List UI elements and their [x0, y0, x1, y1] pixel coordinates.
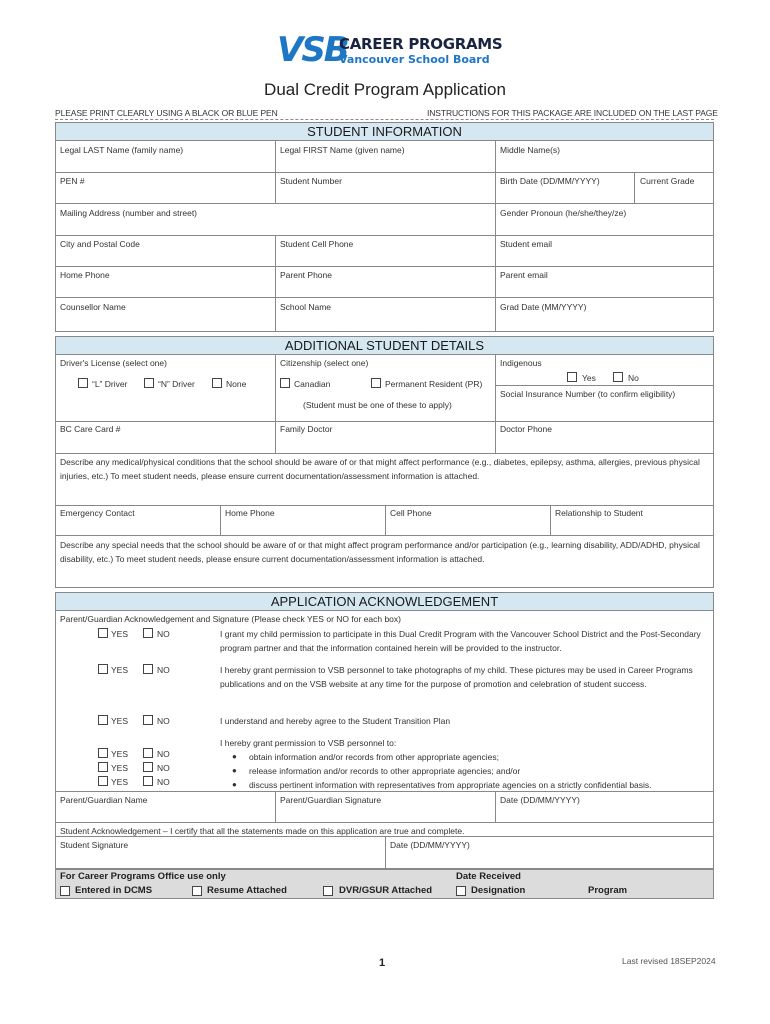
student-date-field[interactable]: Date (DD/MM/YYYY) — [390, 840, 470, 850]
relationship-field[interactable]: Relationship to Student — [555, 508, 643, 518]
student-info-heading: STUDENT INFORMATION — [55, 122, 714, 141]
family-doctor-field[interactable]: Family Doctor — [280, 424, 333, 434]
row-divider — [55, 297, 714, 298]
student-signature-field[interactable]: Student Signature — [60, 840, 129, 850]
middle-names-field[interactable]: Middle Name(s) — [500, 145, 560, 155]
col-divider — [495, 141, 496, 203]
col-divider — [275, 355, 276, 453]
bc-care-card-field[interactable]: BC Care Card # — [60, 424, 121, 434]
program-label: Program — [588, 885, 628, 896]
records-permission-intro: I hereby grant permission to VSB personnel to: — [220, 738, 397, 748]
logo-title: CAREER PROGRAMS — [339, 35, 503, 53]
item3-no-checkbox[interactable] — [143, 715, 153, 725]
item2-yes-checkbox[interactable] — [98, 664, 108, 674]
designation-checkbox[interactable] — [456, 886, 466, 896]
row-divider — [495, 385, 714, 386]
citizenship-label: Citizenship (select one) — [280, 358, 369, 368]
logo-mark: VSB — [277, 30, 348, 70]
indigenous-label: Indigenous — [500, 358, 542, 368]
l-driver-label: “L” Driver — [92, 379, 128, 389]
transition-plan-text: I understand and hereby agree to the Student Transition Plan — [220, 716, 451, 726]
col-divider — [275, 791, 276, 822]
row-divider — [55, 453, 714, 454]
yes-label: YES — [111, 716, 129, 726]
photo-permission-text: I hereby grant permission to VSB personnel to take photographs of my child. These pictures may be used in Career Programs publications and on the VSB website at any time for the purpose of promotion and celebration of student success. — [220, 665, 693, 689]
ec-cell-phone-field[interactable]: Cell Phone — [390, 508, 432, 518]
sin-field[interactable]: Social Insurance Number (to confirm eligibility) — [500, 389, 676, 399]
date-received-label: Date Received — [456, 871, 521, 882]
vsb-logo — [277, 30, 517, 74]
mailing-address-field[interactable]: Mailing Address (number and street) — [60, 208, 198, 218]
home-phone-field[interactable]: Home Phone — [60, 270, 110, 280]
permanent-resident-checkbox[interactable] — [371, 378, 381, 388]
acknowledgement-intro: Parent/Guardian Acknowledgement and Signature (Please check YES or NO for each box) — [60, 614, 401, 624]
additional-details-heading: ADDITIONAL STUDENT DETAILS — [55, 336, 714, 355]
acknowledgement-heading: APPLICATION ACKNOWLEDGEMENT — [55, 592, 714, 611]
bullet-icon: ● — [232, 766, 237, 775]
no-label: NO — [157, 749, 170, 759]
student-cell-field[interactable]: Student Cell Phone — [280, 239, 354, 249]
col-divider — [495, 235, 496, 332]
designation-label: Designation — [471, 885, 526, 896]
entered-dcms-label: Entered in DCMS — [75, 885, 153, 896]
item4a-yes-checkbox[interactable] — [98, 748, 108, 758]
pen-field[interactable]: PEN # — [60, 176, 85, 186]
permission-participation-text: I grant my child permission to participate in this Dual Credit Program with the Vancouver School District and the Post-Secondary program partner and that the information contained herein will be provided to the instructor. — [220, 629, 701, 653]
item3-yes-checkbox[interactable] — [98, 715, 108, 725]
indigenous-yes-checkbox[interactable] — [567, 372, 577, 382]
col-divider — [220, 505, 221, 535]
resume-attached-checkbox[interactable] — [192, 886, 202, 896]
col-divider — [275, 141, 276, 172]
l-driver-checkbox[interactable] — [78, 378, 88, 388]
counsellor-field[interactable]: Counsellor Name — [60, 302, 126, 312]
no-label: NO — [157, 629, 170, 639]
student-number-field[interactable]: Student Number — [280, 176, 342, 186]
indigenous-no-checkbox[interactable] — [613, 372, 623, 382]
doctor-phone-field[interactable]: Doctor Phone — [500, 424, 552, 434]
parent-email-field[interactable]: Parent email — [500, 270, 548, 280]
page-title: Dual Credit Program Application — [264, 80, 506, 99]
item4c-yes-checkbox[interactable] — [98, 776, 108, 786]
guardian-name-field[interactable]: Parent/Guardian Name — [60, 795, 148, 805]
yes-label: YES — [111, 749, 129, 759]
citizenship-note: (Student must be one of these to apply) — [303, 400, 452, 410]
parent-phone-field[interactable]: Parent Phone — [280, 270, 332, 280]
guardian-signature-field[interactable]: Parent/Guardian Signature — [280, 795, 382, 805]
row-divider — [55, 421, 714, 422]
header-rule — [55, 119, 714, 120]
student-acknowledgement: Student Acknowledgement – I certify that all the statements made on this application are true and complete. — [60, 826, 465, 836]
item1-no-checkbox[interactable] — [143, 628, 153, 638]
indigenous-yes-label: Yes — [582, 373, 596, 383]
item4c-no-checkbox[interactable] — [143, 776, 153, 786]
first-name-field[interactable]: Legal FIRST Name (given name) — [280, 145, 405, 155]
page-number: 1 — [379, 957, 386, 969]
item4b-no-checkbox[interactable] — [143, 762, 153, 772]
col-divider — [634, 172, 635, 203]
yes-label: YES — [111, 665, 129, 675]
city-postal-field[interactable]: City and Postal Code — [60, 239, 140, 249]
row-divider — [55, 203, 714, 204]
student-email-field[interactable]: Student email — [500, 239, 552, 249]
row-divider — [55, 822, 714, 823]
col-divider — [385, 836, 386, 869]
bullet-item: obtain information and/or records from other appropriate agencies; — [249, 752, 499, 762]
col-divider — [495, 355, 496, 453]
row-divider — [55, 791, 714, 792]
office-use-heading: For Career Programs Office use only — [60, 871, 226, 882]
grad-date-field[interactable]: Grad Date (MM/YYYY) — [500, 302, 587, 312]
no-license-label: None — [226, 379, 247, 389]
current-grade-field[interactable]: Current Grade — [640, 176, 695, 186]
no-label: NO — [157, 716, 170, 726]
logo-subtitle: Vancouver School Board — [339, 53, 490, 66]
col-divider — [550, 505, 551, 535]
item1-yes-checkbox[interactable] — [98, 628, 108, 638]
entered-dcms-checkbox[interactable] — [60, 886, 70, 896]
col-divider — [275, 172, 276, 203]
item4a-no-checkbox[interactable] — [143, 748, 153, 758]
instructions-note: INSTRUCTIONS FOR THIS PACKAGE ARE INCLUDED ON THE LAST PAGE — [427, 108, 718, 118]
gender-pronoun-field[interactable]: Gender Pronoun (he/she/they/ze) — [500, 208, 627, 218]
item2-no-checkbox[interactable] — [143, 664, 153, 674]
special-needs-field[interactable]: Describe any special needs that the school should be aware of or that might affect program performance and/or participation (e.g., learning disability, ADD/ADHD, physical disability, etc.) To meet student needs, please ensure current documentation/assessment information is attached. — [60, 540, 700, 564]
row-divider — [55, 535, 714, 536]
resume-attached-label: Resume Attached — [207, 885, 287, 896]
col-divider — [275, 235, 276, 332]
col-divider — [495, 203, 496, 235]
print-instruction: PLEASE PRINT CLEARLY USING A BLACK OR BLUE PEN — [55, 108, 278, 118]
guardian-date-field[interactable]: Date (DD/MM/YYYY) — [500, 795, 580, 805]
row-divider — [55, 235, 714, 236]
medical-conditions-field[interactable]: Describe any medical/physical conditions that the school should be aware of or that might affect performance (e.g., diabetes, epilepsy, asthma, allergies, previous physical injuries, etc.) To meet student needs, please ensure current documentation/assessment information is attached. — [60, 457, 700, 481]
col-divider — [495, 791, 496, 822]
indigenous-no-label: No — [628, 373, 639, 383]
n-driver-checkbox[interactable] — [144, 378, 154, 388]
dvr-gsur-checkbox[interactable] — [323, 886, 333, 896]
ec-home-phone-field[interactable]: Home Phone — [225, 508, 275, 518]
yes-label: YES — [111, 629, 129, 639]
yes-label: YES — [111, 763, 129, 773]
row-divider — [55, 172, 714, 173]
last-name-field[interactable]: Legal LAST Name (family name) — [60, 145, 184, 155]
no-label: NO — [157, 763, 170, 773]
permanent-resident-label: Permanent Resident (PR) — [385, 379, 483, 389]
no-label: NO — [157, 777, 170, 787]
col-divider — [385, 505, 386, 535]
dvr-gsur-label: DVR/GSUR Attached — [339, 885, 433, 896]
last-revised: Last revised 18SEP2024 — [622, 956, 716, 966]
item4b-yes-checkbox[interactable] — [98, 762, 108, 772]
drivers-license-label: Driver's License (select one) — [60, 358, 167, 368]
school-name-field[interactable]: School Name — [280, 302, 332, 312]
no-license-checkbox[interactable] — [212, 378, 222, 388]
bullet-item: discuss pertinent information with representatives from appropriate agencies on a strictly confidential basis. — [249, 780, 652, 790]
bullet-icon: ● — [232, 780, 237, 789]
bullet-icon: ● — [232, 752, 237, 761]
bullet-item: release information and/or records to other appropriate agencies; and/or — [249, 766, 521, 776]
no-label: NO — [157, 665, 170, 675]
n-driver-label: “N” Driver — [158, 379, 195, 389]
birth-date-field[interactable]: Birth Date (DD/MM/YYYY) — [500, 176, 600, 186]
canadian-label: Canadian — [294, 379, 331, 389]
row-divider — [55, 266, 714, 267]
canadian-checkbox[interactable] — [280, 378, 290, 388]
emergency-contact-field[interactable]: Emergency Contact — [60, 508, 135, 518]
yes-label: YES — [111, 777, 129, 787]
